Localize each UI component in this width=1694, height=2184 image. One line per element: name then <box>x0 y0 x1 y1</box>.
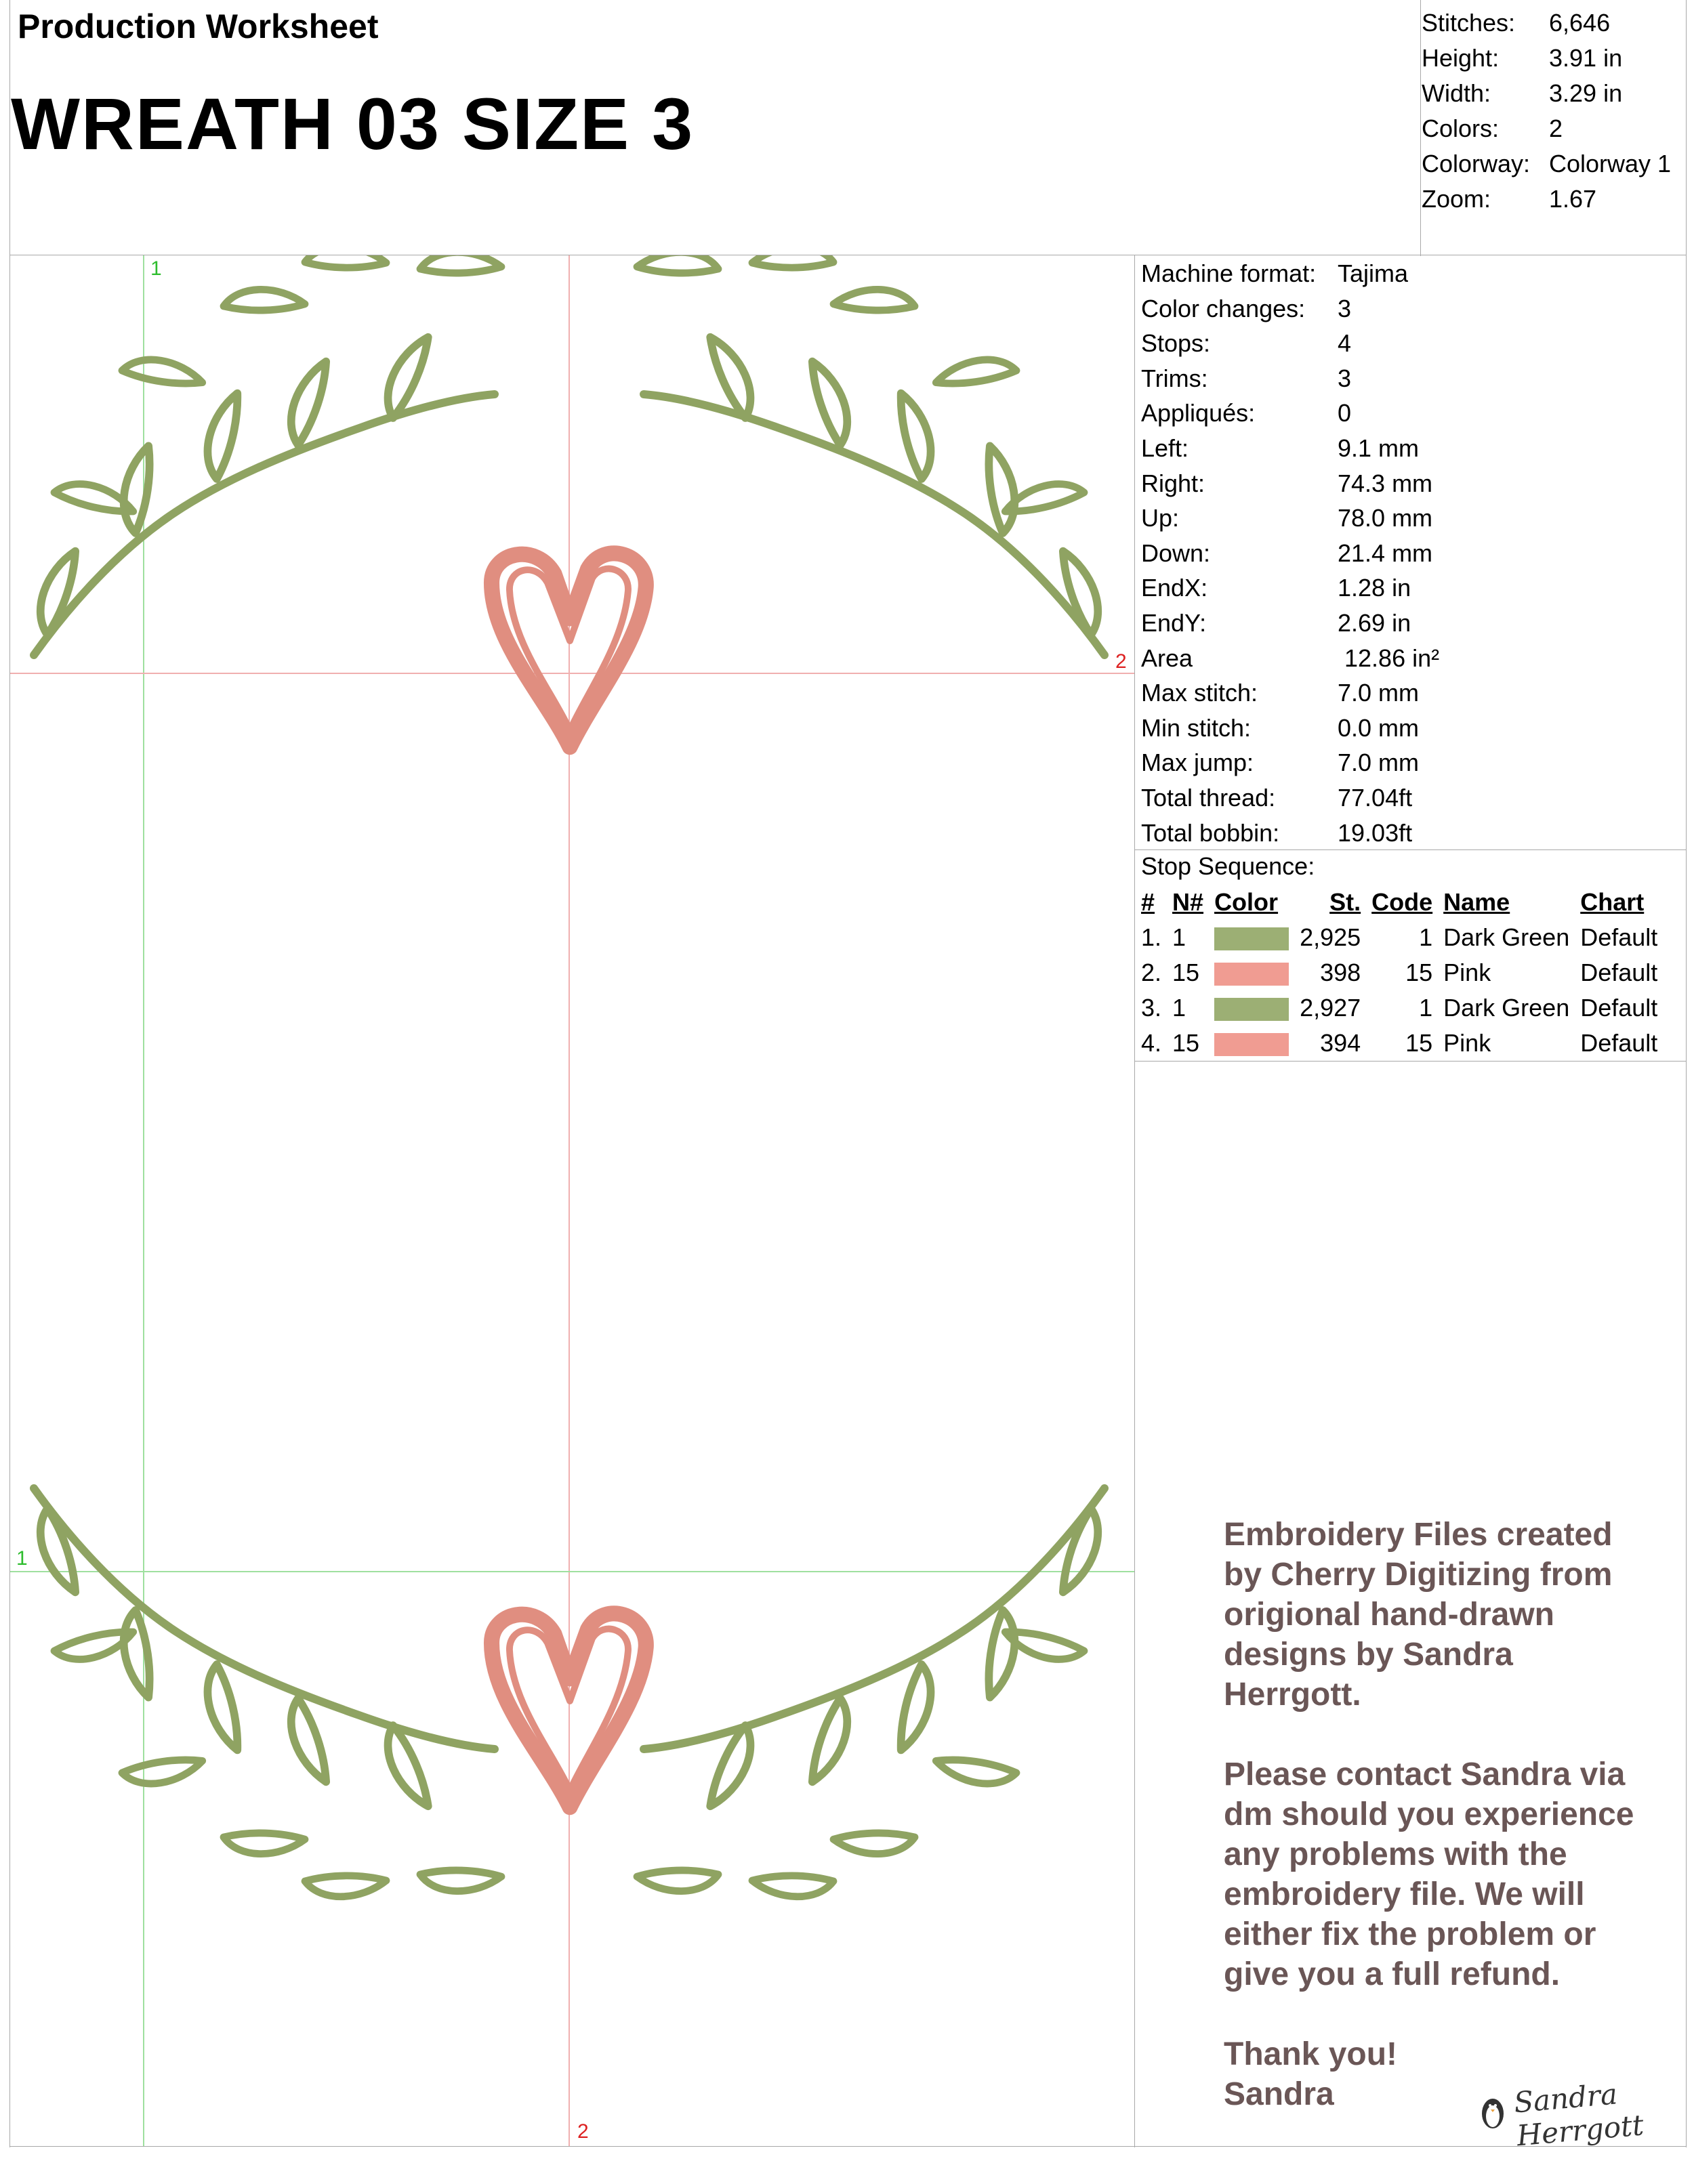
stat-colors: Colors: 2 <box>1422 114 1563 142</box>
detail-min-stitch: Min stitch: 0.0 mm <box>1141 713 1420 742</box>
col-index: # <box>1141 888 1155 916</box>
row-index: 3. <box>1141 994 1162 1022</box>
row-needle: 15 <box>1172 1029 1200 1057</box>
guide-label-h1: 1 <box>16 1547 28 1570</box>
table-row <box>1136 990 1663 1026</box>
color-swatch <box>1214 927 1289 950</box>
table-row <box>1136 920 1663 955</box>
col-needle: N# <box>1172 888 1204 916</box>
stat-stitches: Stitches: 6,646 <box>1422 9 1611 37</box>
table-row <box>1136 955 1663 990</box>
row-color <box>1209 955 1294 990</box>
detail-max-stitch: Max stitch: 7.0 mm <box>1141 679 1420 707</box>
detail-endx: EndX: 1.28 in <box>1141 574 1411 602</box>
row-color <box>1209 920 1294 955</box>
row-code: 15 <box>1405 1029 1433 1057</box>
col-code: Code <box>1371 888 1433 916</box>
detail-appliques: Appliqués: 0 <box>1141 399 1352 427</box>
signature-logo: Sandra Herrgott <box>1512 2077 1645 2153</box>
detail-max-jump: Max jump: 7.0 mm <box>1141 749 1420 777</box>
row-name: Pink <box>1443 959 1491 986</box>
detail-total-bobbin: Total bobbin: 19.03ft <box>1141 818 1413 847</box>
row-needle: 15 <box>1172 959 1200 986</box>
guide-label-v1: 1 <box>150 257 162 280</box>
row-stitches: 2,925 <box>1300 923 1361 951</box>
row-needle: 1 <box>1172 994 1186 1022</box>
row-stitches: 394 <box>1320 1029 1361 1057</box>
penguin-icon <box>1476 2092 1510 2133</box>
frame-header-divider <box>1420 0 1421 256</box>
row-code: 1 <box>1419 994 1433 1022</box>
designer-message <box>1224 1515 1657 2114</box>
row-chart: Default <box>1580 959 1658 986</box>
col-color: Color <box>1214 888 1279 916</box>
row-code: 15 <box>1405 959 1433 986</box>
header-stats <box>1422 5 1671 217</box>
col-stitches: St. <box>1329 888 1361 916</box>
frame-column-divider <box>1134 255 1135 2147</box>
row-name: Dark Green <box>1443 994 1570 1022</box>
row-name: Pink <box>1443 1029 1491 1057</box>
color-swatch <box>1214 998 1289 1021</box>
worksheet-subtitle: Production Worksheet <box>18 7 379 45</box>
stop-sequence-table <box>1136 885 1663 1061</box>
color-swatch <box>1214 963 1289 986</box>
frame-bottom <box>9 2146 1687 2147</box>
message-credits: Embroidery Files created by Cherry Digitizing from origional hand-drawn designs by Sandra Herrgott. <box>1224 1517 1613 1713</box>
row-name: Dark Green <box>1443 923 1570 951</box>
stop-sequence-title: Stop Sequence: <box>1141 852 1315 880</box>
detail-left: Left: 9.1 mm <box>1141 434 1420 462</box>
detail-total-thread: Total thread: 77.04ft <box>1141 783 1413 812</box>
row-index: 1. <box>1141 923 1162 951</box>
row-chart: Default <box>1580 1029 1658 1057</box>
row-index: 4. <box>1141 1029 1162 1057</box>
col-chart: Chart <box>1580 888 1645 916</box>
detail-color-changes: Color changes: 3 <box>1141 294 1352 322</box>
guide-label-v2: 2 <box>577 2120 589 2143</box>
table-row <box>1136 1026 1663 1061</box>
detail-area: Area 12.86 in² <box>1141 644 1440 672</box>
stat-colorway: Colorway: Colorway 1 <box>1422 150 1672 177</box>
row-color <box>1209 990 1294 1026</box>
detail-machine-format: Machine format: Tajima <box>1141 259 1409 287</box>
row-stitches: 398 <box>1320 959 1361 986</box>
detail-up: Up: 78.0 mm <box>1141 504 1433 532</box>
row-index: 2. <box>1141 959 1162 986</box>
row-needle: 1 <box>1172 923 1186 951</box>
stat-height: Height: 3.91 in <box>1422 44 1623 72</box>
row-chart: Default <box>1580 923 1658 951</box>
guide-label-h2: 2 <box>1115 650 1127 673</box>
frame-table-bottom <box>1134 1061 1687 1062</box>
detail-down: Down: 21.4 mm <box>1141 539 1433 567</box>
detail-stops: Stops: 4 <box>1141 329 1352 358</box>
row-stitches: 2,927 <box>1300 994 1361 1022</box>
design-title: WREATH 03 SIZE 3 <box>11 83 695 165</box>
row-chart: Default <box>1580 994 1658 1022</box>
message-thanks: Thank you! Sandra <box>1224 2036 1398 2112</box>
col-name: Name <box>1443 888 1510 916</box>
detail-trims: Trims: 3 <box>1141 364 1352 392</box>
color-swatch <box>1214 1033 1289 1056</box>
design-preview <box>10 255 1134 2146</box>
detail-right: Right: 74.3 mm <box>1141 469 1433 497</box>
design-details <box>1141 256 1439 850</box>
row-color <box>1209 1026 1294 1061</box>
message-contact: Please contact Sandra via dm should you experience any problems with the embroidery file. We will either fix the problem or give you a full refund. <box>1224 1757 1634 1992</box>
detail-endy: EndY: 2.69 in <box>1141 608 1411 637</box>
frame-right <box>1686 0 1687 2147</box>
row-code: 1 <box>1419 923 1433 951</box>
table-header-row <box>1136 885 1663 920</box>
stat-zoom: Zoom: 1.67 <box>1422 185 1597 213</box>
stat-width: Width: 3.29 in <box>1422 79 1623 107</box>
